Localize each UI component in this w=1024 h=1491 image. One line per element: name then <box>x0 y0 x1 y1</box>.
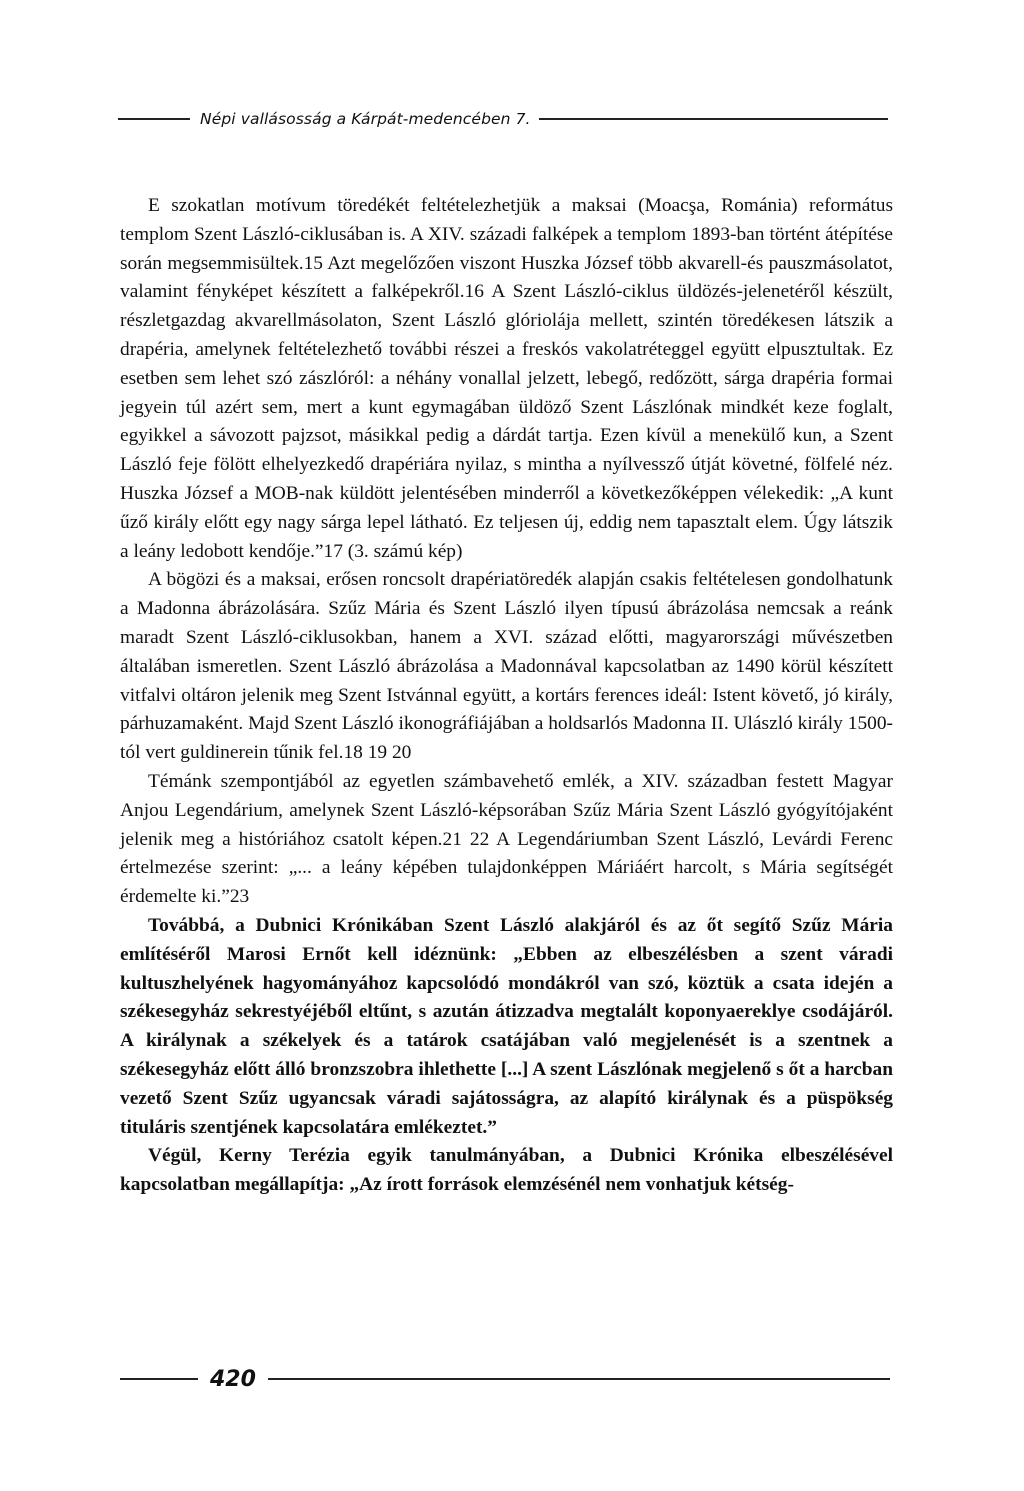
header-rule-right <box>539 118 888 120</box>
page-footer <box>120 1361 890 1397</box>
paragraph-2: A bögözi és a maksai, erősen roncsolt drapériatöredék alapján csakis feltételesen gondolhatunk a Madonna ábrázolására. Szűz Mária és Szent László ilyen típusú ábrázolása nemcsak a reánk maradt Szent László-ciklusokban, hanem a XVI. század előtti, magyarországi művészetben általában ismeretlen. Szent László ábrázolása a Madonnával kapcsolatban az 1490 körül készített vitfalvi oltáron jelenik meg Szent Istvánnal együtt, a kortárs ferences ideál: Istent követő, jó király, párhuzamaként. Majd Szent László ikonográfiájában a holdsarlós Madonna II. Ulászló király 1500-tól vert guldinerein tűnik fel.18 19 20 <box>120 569 893 764</box>
footer-rule-right <box>268 1378 890 1380</box>
header-rule-left <box>118 118 190 120</box>
paragraph-5: Végül, Kerny Terézia egyik tanulmányában, a Dubnici Krónika elbeszélésével kapcsolatban megállapítja: „Az írott források elemzésénél nem vonhatjuk kétség- <box>120 1145 893 1196</box>
running-title: Népi vallásosság a Kárpát-medencében 7. <box>200 110 531 128</box>
footer-rule-left <box>120 1378 198 1380</box>
body-text <box>120 192 893 1200</box>
page-number: 420 <box>210 1366 256 1392</box>
paragraph-1: E szokatlan motívum töredékét feltételezhetjük a maksai (Moacşa, Románia) református templom Szent László-ciklusában is. A XIV. századi falképek a templom 1893-ban történt átépítése során megsemmisültek.15 Azt megelőzően viszont Huszka József több akvarell-és pauszmásolatot, valamint fényképet készített a falképekről.16 A Szent László-ciklus üldözés-jelenetéről készült, részletgazdag akvarellmásolaton, Szent László glóriolája mellett, szintén töredékesen látszik a drapéria, amelynek feltételezhető további részei a freskós vakolatréteggel együtt elpusztultak. Ez esetben sem lehet szó zászlóról: a néhány vonallal jelzett, lebegő, redőzött, sárga drapéria formai jegyein túl azért sem, mert a kunt egymagában üldöző Szent Lászlónak mindkét keze foglalt, egyikkel a sávozott pajzsot, másikkal pedig a dárdát tartja. Ezen kívül a menekülő kun, a Szent László feje fölött elhelyezkedő drapériára nyilaz, s mintha a nyílvessző útját követné, fölfelé néz. Huszka József a MOB-nak küldött jelentésében minderről a következőképpen vélekedik: „A kunt űző király előtt egy nagy sárga lepel látható. Ez teljesen új, eddig nem tapasztalt elem. Úgy látszik a leány ledobott kendője.”17 (3. számú kép) <box>120 195 893 562</box>
paragraph-3: Témánk szempontjából az egyetlen számbavehető emlék, a XIV. században festett Magyar Anjou Legendárium, amelynek Szent László-képsorában Szűz Mária Szent László gyógyítójaként jelenik meg a históriához csatolt képen.21 22 A Legendáriumban Szent László, Levárdi Ferenc értelmezése szerint: „... a leány képében tulajdonképpen Máriáért harcolt, s Mária segítségét érdemelte ki.”23 <box>120 770 893 908</box>
running-header <box>118 104 888 134</box>
paragraph-4: Továbbá, a Dubnici Krónikában Szent László alakjáról és az őt segítő Szűz Mária említéséről Marosi Ernőt kell idéznünk: „Ebben az elbeszélésben a szent váradi kultuszhelyének hagyományához kapcsolódó mondákról van szó, köztük a csata idején a székesegyház sekrestyéjéből eltűnt, s azután átizzadva megtalált koponyaereklye csodájáról. A királynak a székelyek és a tatárok csatájában való megjelenését is a szentnek a székesegyház előtt álló bronzszobra ihlethette [...] A szent Lászlónak megjelenő s őt a harcban vezető Szent Szűz ugyancsak váradi sajátosságra, az alapító királynak és a püspökség tituláris szentjének kapcsolatára emlékeztet.” <box>120 914 893 1138</box>
